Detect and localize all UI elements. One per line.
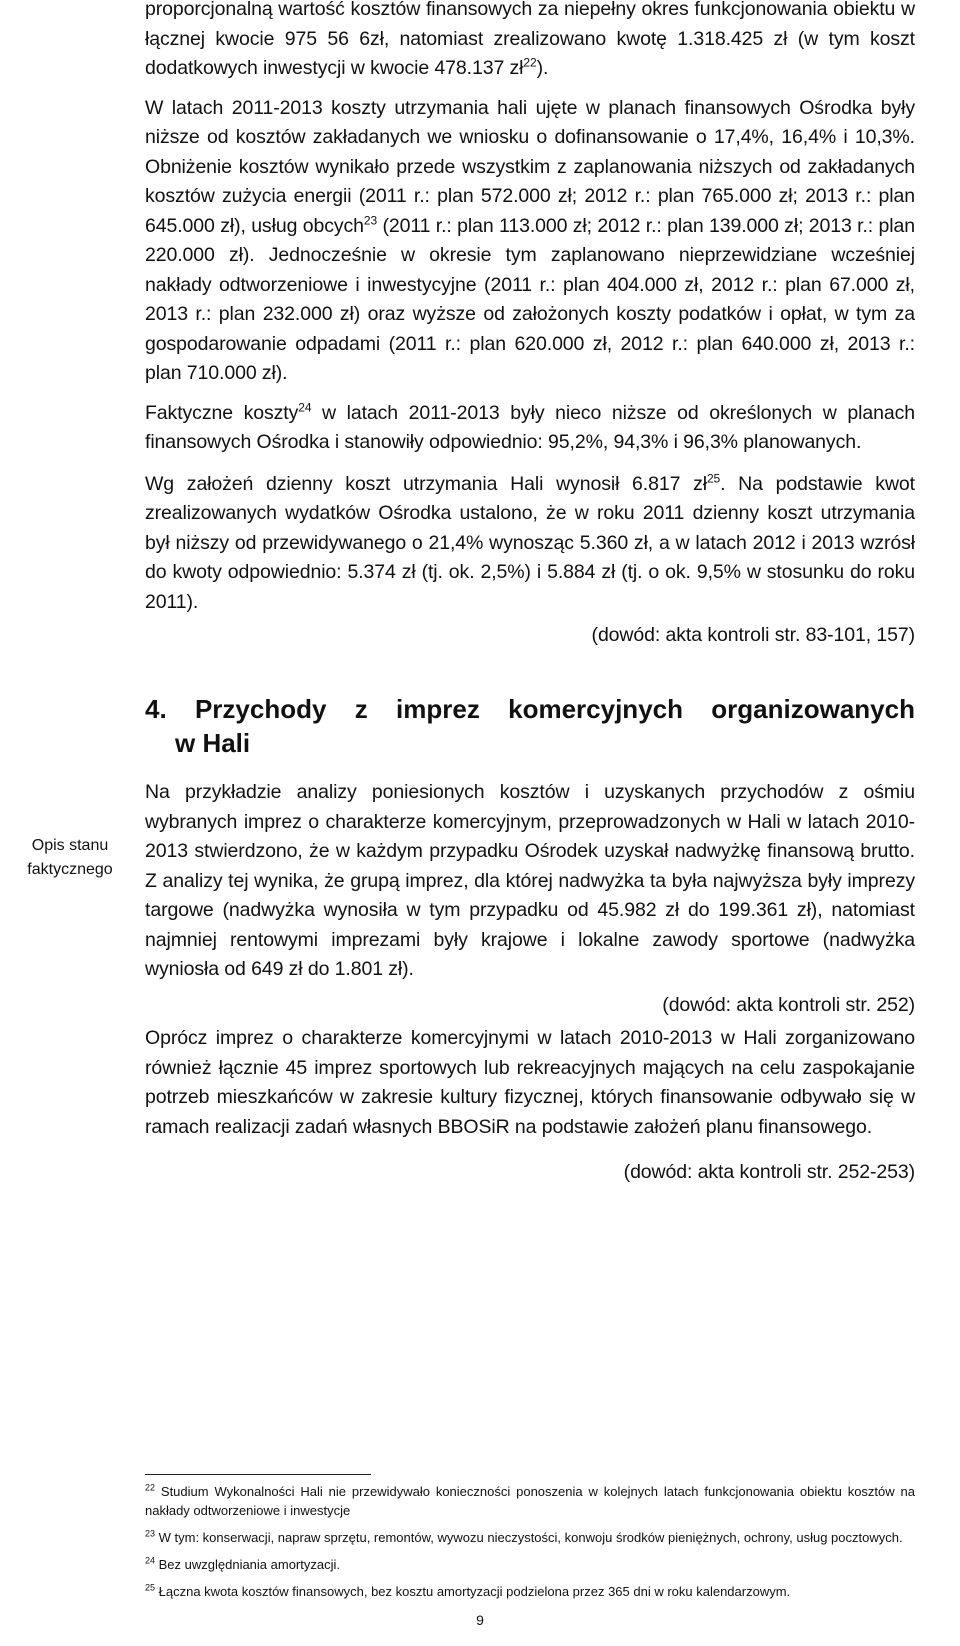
paragraph-text: (2011 r.: plan 113.000 zł; 2012 r.: plan 139.000 zł; 2013 r.: plan 220.000 zł). Jednocześnie w okresie tym zaplanowano nieprzewidziane wcześniej nakłady odtworzeniowe i inwestycyjne (2011 r.: plan 404.000 zł, 2012 r.: plan 67.000 zł, 2013 r.: plan 232.000 zł) oraz wyższe od założonych koszty podatków i opłat, w tym za gospodarowanie odpadami (2011 r.: plan 620.000 zł, 2012 r.: plan 640.000 zł, 2013 r.: plan 710.000 zł).: [145, 214, 915, 384]
footnote-25: [145, 1582, 915, 1601]
paragraph-text: . Na podstawie kwot zrealizowanych wydatków Ośrodka ustalono, że w roku 2011 dzienny koszt utrzymania był niższy od przewidywanego o 21,4% wynosząc 5.360 zł, a w latach 2012 i 2013 wzrósł do kwoty odpowiednio: 5.374 zł (tj. ok. 2,5%) i 5.884 zł (tj. o ok. 9,5% w stosunku do roku 2011).: [145, 472, 915, 613]
footnote-ref-23[interactable]: 23: [363, 213, 378, 227]
evidence-reference-2: (dowód: akta kontroli str. 252): [662, 993, 915, 1016]
paragraph-cost-continuation: [145, 0, 915, 84]
section-heading-line1: [145, 692, 915, 726]
paragraph-commercial-events: Na przykładzie analizy poniesionych kosztów i uzyskanych przychodów z ośmiu wybranych imprez o charakterze komercyjnym, przeprowadzonych w Hali w latach 2010-2013 stwierdzono, że w każdym przypadku Ośrodek uzyskał nadwyżkę finansową brutto. Z analizy tej wynika, że grupą imprez, dla której nadwyżka ta była najwyższa były imprezy targowe (nadwyżka wynosiła w tym przypadku od 45.982 zł do 199.361 zł), natomiast najmniej rentowymi imprezami były krajowe i lokalne zawody sportowe (nadwyżka wyniosła od 649 zł do 1.801 zł).: [145, 781, 915, 980]
paragraph-daily-cost: [145, 470, 915, 618]
paragraph-text: Wg założeń dzienny koszt utrzymania Hali wynosił 6.817 zł: [145, 472, 707, 495]
footnote-ref-22[interactable]: 22: [523, 55, 537, 70]
paragraph-cost-plans: [145, 94, 915, 389]
section-body: [145, 778, 915, 1188]
heading-word: z: [354, 694, 368, 724]
footnote-number: 24: [145, 1555, 156, 1566]
page-number: 9: [476, 1612, 484, 1628]
top-text-block: [145, 0, 915, 651]
footnote-text: Studium Wykonalności Hali nie przewidywało konieczności ponoszenia w kolejnych latach funkcjonowania obiektu kosztów na nakłady odtworzeniowe i inwestycje: [145, 1484, 915, 1518]
footnote-23: [145, 1528, 915, 1547]
footnote-separator: [145, 1474, 371, 1475]
footnote-text: Bez uwzględniania amortyzacji.: [155, 1557, 340, 1572]
paragraph-sport-events: Oprócz imprez o charakterze komercyjnymi w latach 2010-2013 w Hali zorganizowano również łącznie 45 imprez sportowych lub rekreacyjnych mających na celu zaspokajanie potrzeb mieszkańców w zakresie kultury fizycznej, których finansowanie odbywało się w ramach realizacji zadań własnych BBOSiR na podstawie założeń planu finansowego.: [145, 1027, 915, 1138]
footnote-24: [145, 1555, 915, 1574]
margin-label: Opis stanu faktycznego: [27, 837, 113, 878]
paragraph-text: W latach 2011-2013 koszty utrzymania hali ujęte w planach finansowych Ośrodka były niższe od kosztów zakładanych we wniosku o dofinansowanie o 17,4%, 16,4% i 10,3%. Obniżenie kosztów wynikało przede wszystkim z zaplanowania niższych od zakładanych kosztów zużycia energii (2011 r.: plan 572.000 zł; 2012 r.: plan 765.000 zł; 2013 r.: plan 645.000 zł), usług obcych: [145, 96, 915, 237]
evidence-reference-1: (dowód: akta kontroli str. 83-101, 157): [591, 624, 915, 646]
footnote-22: [145, 1482, 915, 1520]
paragraph-actual-costs: [145, 399, 915, 458]
footnote-text: Łączna kwota kosztów finansowych, bez kosztu amortyzacji podzielona przez 365 dni w roku kalendarzowym.: [155, 1584, 791, 1599]
section-heading-line2: w Hali: [175, 728, 251, 758]
heading-word: komercyjnych: [508, 694, 683, 724]
footnote-ref-25[interactable]: 25: [706, 471, 721, 485]
heading-word: Przychody: [194, 694, 327, 724]
paragraph-text: w latach 2011-2013 były nieco niższe od określonych w planach finansowych Ośrodka i stanowiły odpowiednio: 95,2%, 94,3% i 96,3% planowanych.: [145, 401, 915, 453]
footnote-text: W tym: konserwacji, napraw sprzętu, remontów, wywozu nieczystości, konwoju środków pieniężnych, ochrony, usług pocztowych.: [155, 1530, 903, 1545]
section-number: 4.: [145, 694, 167, 724]
footnote-number: 25: [145, 1582, 156, 1593]
heading-word: organizowanych: [711, 694, 915, 724]
heading-word: imprez: [396, 694, 480, 724]
footnote-ref-24[interactable]: 24: [298, 400, 312, 414]
footnotes-block: [145, 1482, 915, 1609]
section-heading: [145, 692, 915, 760]
paragraph-text: Faktyczne koszty: [145, 401, 299, 424]
footnote-number: 22: [145, 1482, 156, 1493]
paragraph-text: ).: [536, 57, 549, 79]
footnote-number: 23: [145, 1528, 156, 1539]
paragraph-text: proporcjonalną wartość kosztów finansowych za niepełny okres funkcjonowania obiektu w łącznej kwocie 975 56 6zł, natomiast zrealizowano kwotę 1.318.425 zł (w tym koszt dodatkowych inwestycji w kwocie 478.137 zł: [145, 0, 915, 79]
evidence-reference-3: (dowód: akta kontroli str. 252-253): [623, 1161, 915, 1183]
